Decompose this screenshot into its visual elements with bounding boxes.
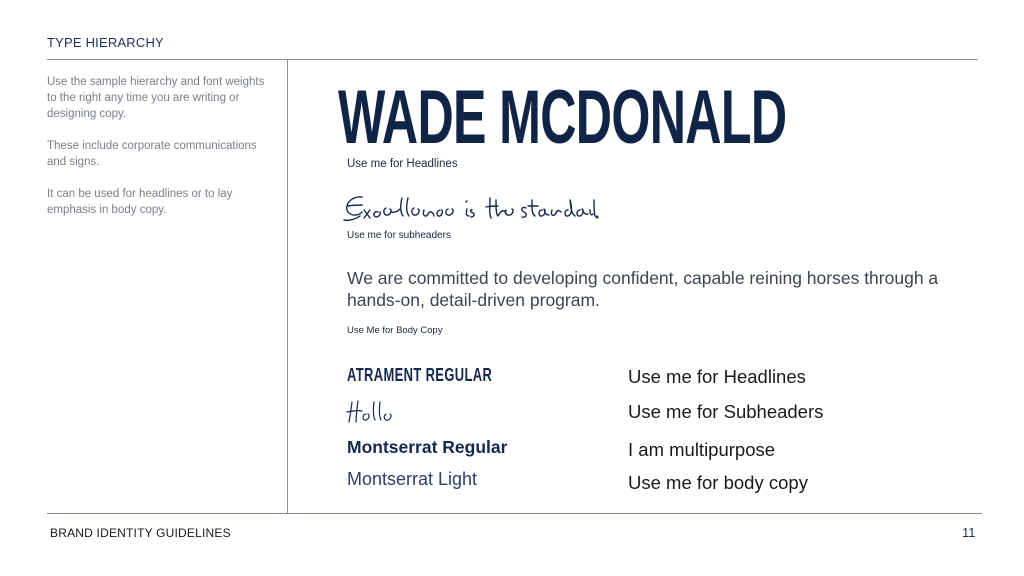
page-number: 11 — [962, 525, 976, 540]
font-usage-body-copy: Use me for body copy — [628, 472, 808, 493]
vertical-divider — [287, 60, 288, 514]
intro-paragraph-2: These include corporate communications and signs. — [47, 140, 257, 168]
subheader-script-sample — [340, 188, 600, 235]
font-name-montserrat-light: Montserrat Light — [347, 469, 478, 489]
intro-paragraph-1: Use the sample hierarchy and font weights to the right any time you are writing or designing copy. — [47, 76, 265, 120]
font-name-atrament: ATRAMENT REGULAR — [347, 365, 493, 385]
section-title: TYPE HIERARCHY — [47, 35, 164, 50]
font-usage-multipurpose: I am multipurpose — [628, 439, 776, 460]
font-name-hello-script — [344, 398, 394, 431]
subheader-caption: Use me for subheaders — [347, 230, 451, 241]
headline-caption: Use me for Headlines — [347, 158, 458, 170]
font-usage-subheaders: Use me for Subheaders — [628, 401, 824, 422]
body-copy-sample: We are committed to developing confident, capable reining horses through a hands-on, detail-driven program. — [347, 268, 939, 310]
font-name-montserrat-regular: Montserrat Regular — [347, 437, 508, 457]
headline-sample: WADE MCDONALD — [338, 75, 787, 160]
intro-paragraph-3: It can be used for headlines or to lay emphasis in body copy. — [47, 188, 233, 216]
bottom-divider — [47, 513, 982, 514]
font-usage-headlines: Use me for Headlines — [628, 366, 806, 387]
top-divider — [47, 59, 978, 60]
body-copy-caption: Use Me for Body Copy — [347, 325, 443, 336]
footer-title: BRAND IDENTITY GUIDELINES — [50, 526, 231, 540]
